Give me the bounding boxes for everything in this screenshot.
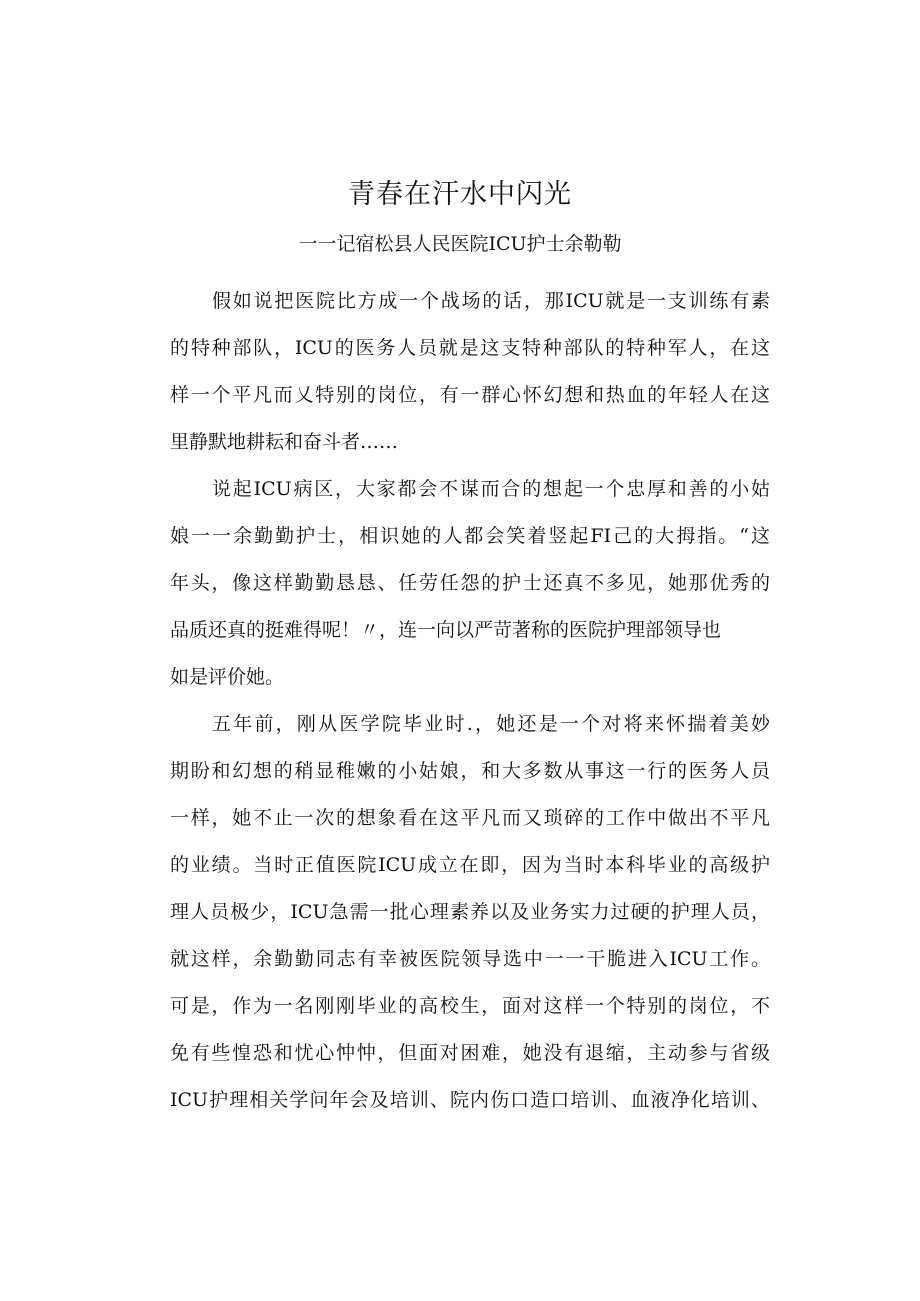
text-line: 假如说把医院比方成一个战场的话，那ICU就是一支训练有素 [212, 290, 770, 312]
text-line: ICU护理相关学问年会及培训、院内伤口造口培训、血液净化培训、 [170, 1089, 770, 1111]
document-subtitle: 一一记宿松县人民医院ICU护士余勒勒 [298, 233, 622, 255]
text-line: 一样，她不止一次的想象看在这平凡而又琐碎的工作中做出不平凡 [170, 807, 770, 829]
text-line: 的业绩。当时正值医院ICU成立在即，因为当时本科毕业的高级护 [170, 854, 770, 876]
text-line: 五年前，刚从医学院毕业时.，她还是一个对将来怀揣着美妙 [212, 713, 770, 735]
document-title: 青春在汗水中闪光 [348, 179, 572, 210]
text-line: 年头，像这样勤勤恳恳、任劳任怨的护士还真不多见，她那优秀的 [170, 572, 770, 594]
text-line: 样一个平凡而乂特别的岗位，有一群心怀幻想和热血的年轻人在这 [170, 384, 770, 406]
document-body [170, 278, 770, 1124]
text-line: 免有些惶恐和忧心忡忡，但面对困难，她没有退缩，主动参与省级 [170, 1042, 770, 1064]
text-line: 的特种部队，ICU的医务人员就是这支特种部队的特种军人，在这 [170, 337, 770, 359]
paragraph [170, 278, 770, 466]
text-line: 就这样，余勤勤同志有幸被医院领导选中一一干脆进入ICU工作。 [170, 948, 770, 970]
paragraph [170, 701, 770, 1124]
text-line: 说起ICU病区，大家都会不谋而合的想起一个忠厚和善的小姑 [212, 478, 770, 500]
text-line: 如是评价她。 [170, 666, 285, 688]
paragraph [170, 466, 770, 701]
text-line: 期盼和幻想的稍显稚嫩的小姑娘，和大多数从事这一行的医务人员 [170, 760, 770, 782]
text-line: 可是，作为一名刚刚毕业的高校生，面对这样一个特别的岗位，不 [170, 995, 770, 1017]
text-line: 里静默地耕耘和奋斗者…… [170, 431, 399, 453]
text-line: 品质还真的挺难得呢！〃，连一向以严苛著称的医院护理部领导也 [170, 619, 722, 641]
text-line: 理人员极少，ICU急需一批心理素养以及业务实力过硬的护理人员， [170, 901, 770, 923]
text-line: 娘一一余勤勤护士，相识她的人都会笑着竖起FI己的大拇指。“这 [170, 525, 770, 547]
